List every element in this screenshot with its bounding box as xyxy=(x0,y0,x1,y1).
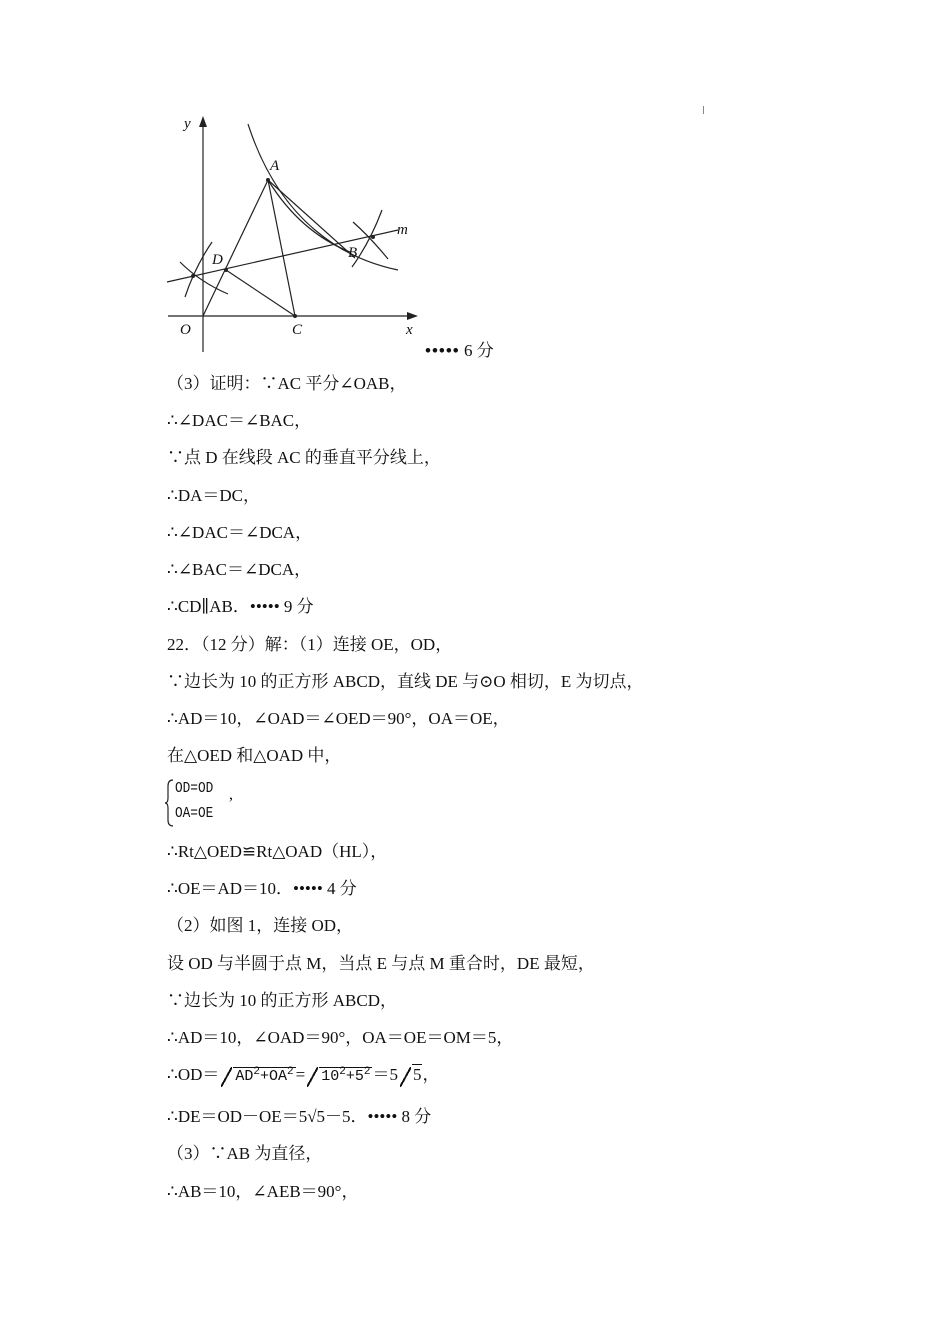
proof-line: ∴AD＝10，∠OAD＝90°，OA＝OE＝OM＝5， xyxy=(167,1028,514,1047)
proof-line: ∴AB＝10，∠AEB＝90°， xyxy=(167,1182,359,1201)
system-comma: , xyxy=(229,786,233,803)
svg-text:x: x xyxy=(406,322,413,338)
formula-prefix: ∴OD＝ xyxy=(167,1065,220,1084)
proof-line: ∴AD＝10，∠OAD＝∠OED＝90°，OA＝OE， xyxy=(167,709,510,728)
svg-text:m: m xyxy=(397,222,408,238)
radicand-5: +5 xyxy=(345,1068,364,1085)
proof-line: ∵边长为 10 的正方形 ABCD，直线 DE 与⊙O 相切，E 为切点， xyxy=(167,672,644,691)
exponent: 2 xyxy=(253,1066,260,1078)
radicand-ad: AD xyxy=(235,1068,254,1085)
radical-1 xyxy=(221,1064,295,1088)
proof-line: ∴DA＝DC， xyxy=(167,486,260,505)
result-coef: ＝5 xyxy=(372,1065,398,1084)
arc-ab xyxy=(248,124,398,270)
figure-score xyxy=(425,336,494,361)
proof-line: （3）∵AB 为直径， xyxy=(167,1144,323,1163)
question-22-header: 22．（12 分）解：（1）连接 OE，OD， xyxy=(167,635,453,654)
svg-text:B: B xyxy=(348,245,358,261)
svg-text:A: A xyxy=(270,158,280,174)
proof-line-score: ∴CD∥AB．••••• 9 分 xyxy=(167,597,314,616)
proof-line: ∴Rt△OED≌Rt△OAD（HL）， xyxy=(167,842,388,861)
svg-text:y: y xyxy=(184,116,191,132)
proof-line: ∴∠DAC＝∠DCA， xyxy=(167,523,313,542)
proof-line: ∵点 D 在线段 AC 的垂直平分线上， xyxy=(167,448,441,467)
radicand-result: 5 xyxy=(412,1065,422,1084)
exponent: 2 xyxy=(339,1066,346,1078)
equation-system xyxy=(165,778,245,828)
system-row-2: OA=OE xyxy=(175,805,214,822)
svg-text:C: C xyxy=(292,322,303,338)
system-row-1: OD=OD xyxy=(175,780,214,797)
radicand-10: 10 xyxy=(321,1068,340,1085)
proof-line: ∴∠DAC＝∠BAC， xyxy=(167,411,312,430)
radical-2 xyxy=(307,1064,372,1088)
radical-3 xyxy=(400,1064,423,1086)
left-brace-icon xyxy=(165,778,175,828)
equals: = xyxy=(295,1065,306,1084)
line-m xyxy=(167,230,398,282)
svg-text:D: D xyxy=(212,252,223,268)
score-dots: ••••• xyxy=(425,341,460,360)
proof-line: （2）如图 1，连接 OD， xyxy=(167,916,354,935)
od-formula xyxy=(167,1064,439,1088)
proof-line: 设 OD 与半圆于点 M，当点 E 与点 M 重合时，DE 最短， xyxy=(167,954,595,973)
proof-line-score: ∴DE＝OD－OE＝5√5－5．••••• 8 分 xyxy=(167,1107,432,1126)
proof-line-score: ∴OE＝AD＝10．••••• 4 分 xyxy=(167,879,357,898)
proof-line: 在△OED 和△OAD 中， xyxy=(167,746,342,765)
exponent: 2 xyxy=(287,1066,294,1078)
proof-line: ∴∠BAC＝∠DCA， xyxy=(167,560,312,579)
page-marker xyxy=(703,106,704,114)
score-text: 6 分 xyxy=(464,341,494,360)
proof-line: ∵边长为 10 的正方形 ABCD， xyxy=(167,991,397,1010)
formula-trail: ， xyxy=(422,1065,440,1084)
svg-text:O: O xyxy=(180,322,191,338)
geometry-figure xyxy=(160,112,430,357)
radicand-oa: +OA xyxy=(260,1068,288,1085)
exponent: 2 xyxy=(363,1066,371,1078)
coordinate-diagram xyxy=(160,112,430,357)
proof-line: （3）证明：∵AC 平分∠OAB， xyxy=(167,374,407,393)
